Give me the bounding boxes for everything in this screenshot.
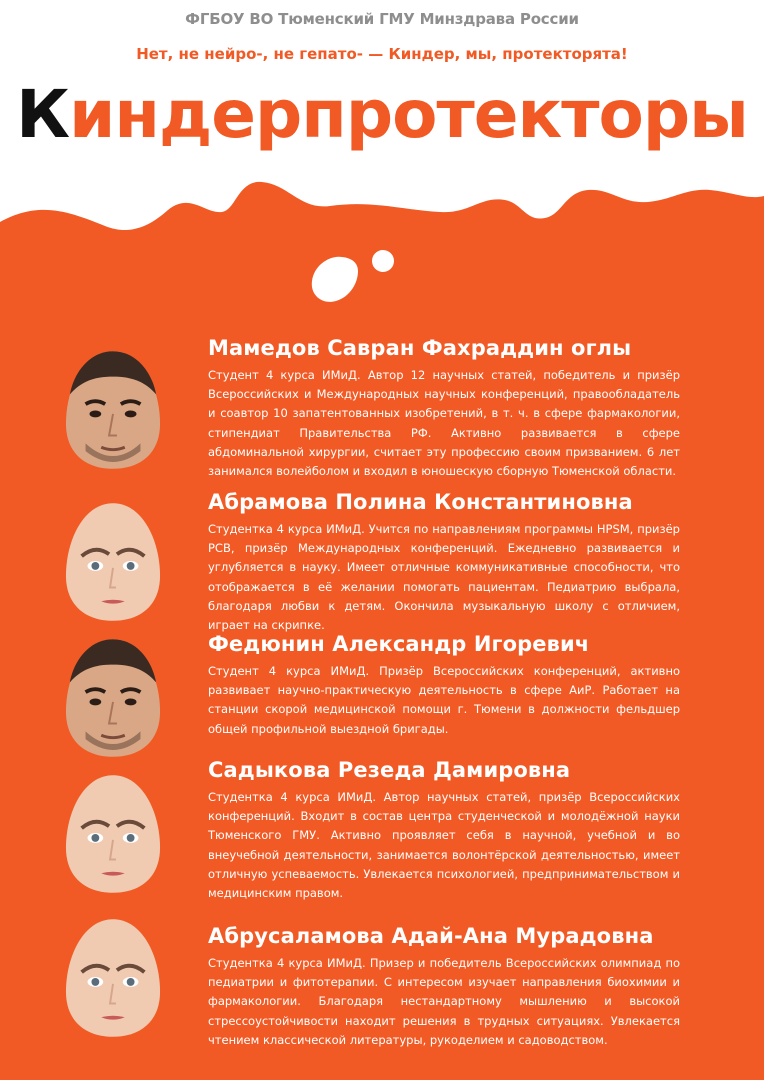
person-name: Абрамова Полина Константиновна: [208, 490, 633, 514]
person-name: Абрусаламова Адай-Ана Мурадовна: [208, 924, 654, 948]
person-name: Садыкова Резеда Дамировна: [208, 758, 571, 782]
person-bio: Студент 4 курса ИМиД. Автор 12 научных статей, победитель и призёр Всероссийских и Международных научных конференций, правообладатель и соавтор 10 запатентованных изобретений, в т. ч. в сфере фармакологии, стипендиат Правительства РФ. Активно развивается в сфере абдоминальной хирургии, считает эту профессию своим призванием. 6 лет занимался волейболом и входил в юношескую сборную Тюменской области.: [208, 368, 680, 479]
face-photo: [64, 500, 162, 624]
title-first-letter: К: [16, 76, 70, 153]
page-title: [0, 70, 764, 160]
person-bio: Студент 4 курса ИМиД. Призёр Всероссийских конференций, активно развивает научно-практическую деятельность в сфере АиР. Работает на станции скорой медицинской помощи г. Тюмени в должности фельдшер общей профильной выездной бригады.: [208, 664, 680, 736]
person-bio: Студентка 4 курса ИМиД. Призер и победитель Всероссийских олимпиад по педиатрии и фитотерапии. С интересом изучает направления биохимии и фармакологии. Благодаря нестандартному мышлению и высокой стрессоустойчивости находит решения в трудных ситуациях. Увлекается чтением классической литературы, рукоделием и садоводством.: [208, 956, 680, 1047]
face-photo: [64, 636, 162, 760]
face-photo: [64, 916, 162, 1040]
slogan: Нет, не нейро-, не гепато- — Киндер, мы, протекторята!: [136, 45, 628, 63]
face-photo: [64, 348, 162, 472]
person-bio: Студентка 4 курса ИМиД. Учится по направлениям программы HPSM, призёр РСВ, призёр Международных конференций. Ежедневно развивается и углубляется в науку. Имеет отличные коммуникативные способности, что отображается в её желании помогать пациентам. Педиатрию выбрала, благодаря любви к детям. Окончила музыкальную школу с отличием, играет на скрипке.: [208, 522, 680, 633]
person-bio: Студентка 4 курса ИМиД. Автор научных статей, призёр Всероссийских конференций. Входит в состав центра студенческой и молодёжной науки Тюменского ГМУ. Активно проявляет себя в научной, учебной и во внеучебной деятельности, занимается волонтёрской деятельностью, имеет отличную успеваемость. Увлекается психологией, предпринимательством и медицинским правом.: [208, 790, 680, 901]
face-photo: [64, 772, 162, 896]
person-name: Мамедов Савран Фахраддин оглы: [208, 336, 632, 360]
milk-drop-icon: [300, 235, 410, 315]
title-rest: индерпротекторы: [69, 76, 748, 153]
person-name: Федюнин Александр Игоревич: [208, 632, 590, 656]
organization-name: ФГБОУ ВО Тюменский ГМУ Минздрава России: [185, 10, 579, 28]
